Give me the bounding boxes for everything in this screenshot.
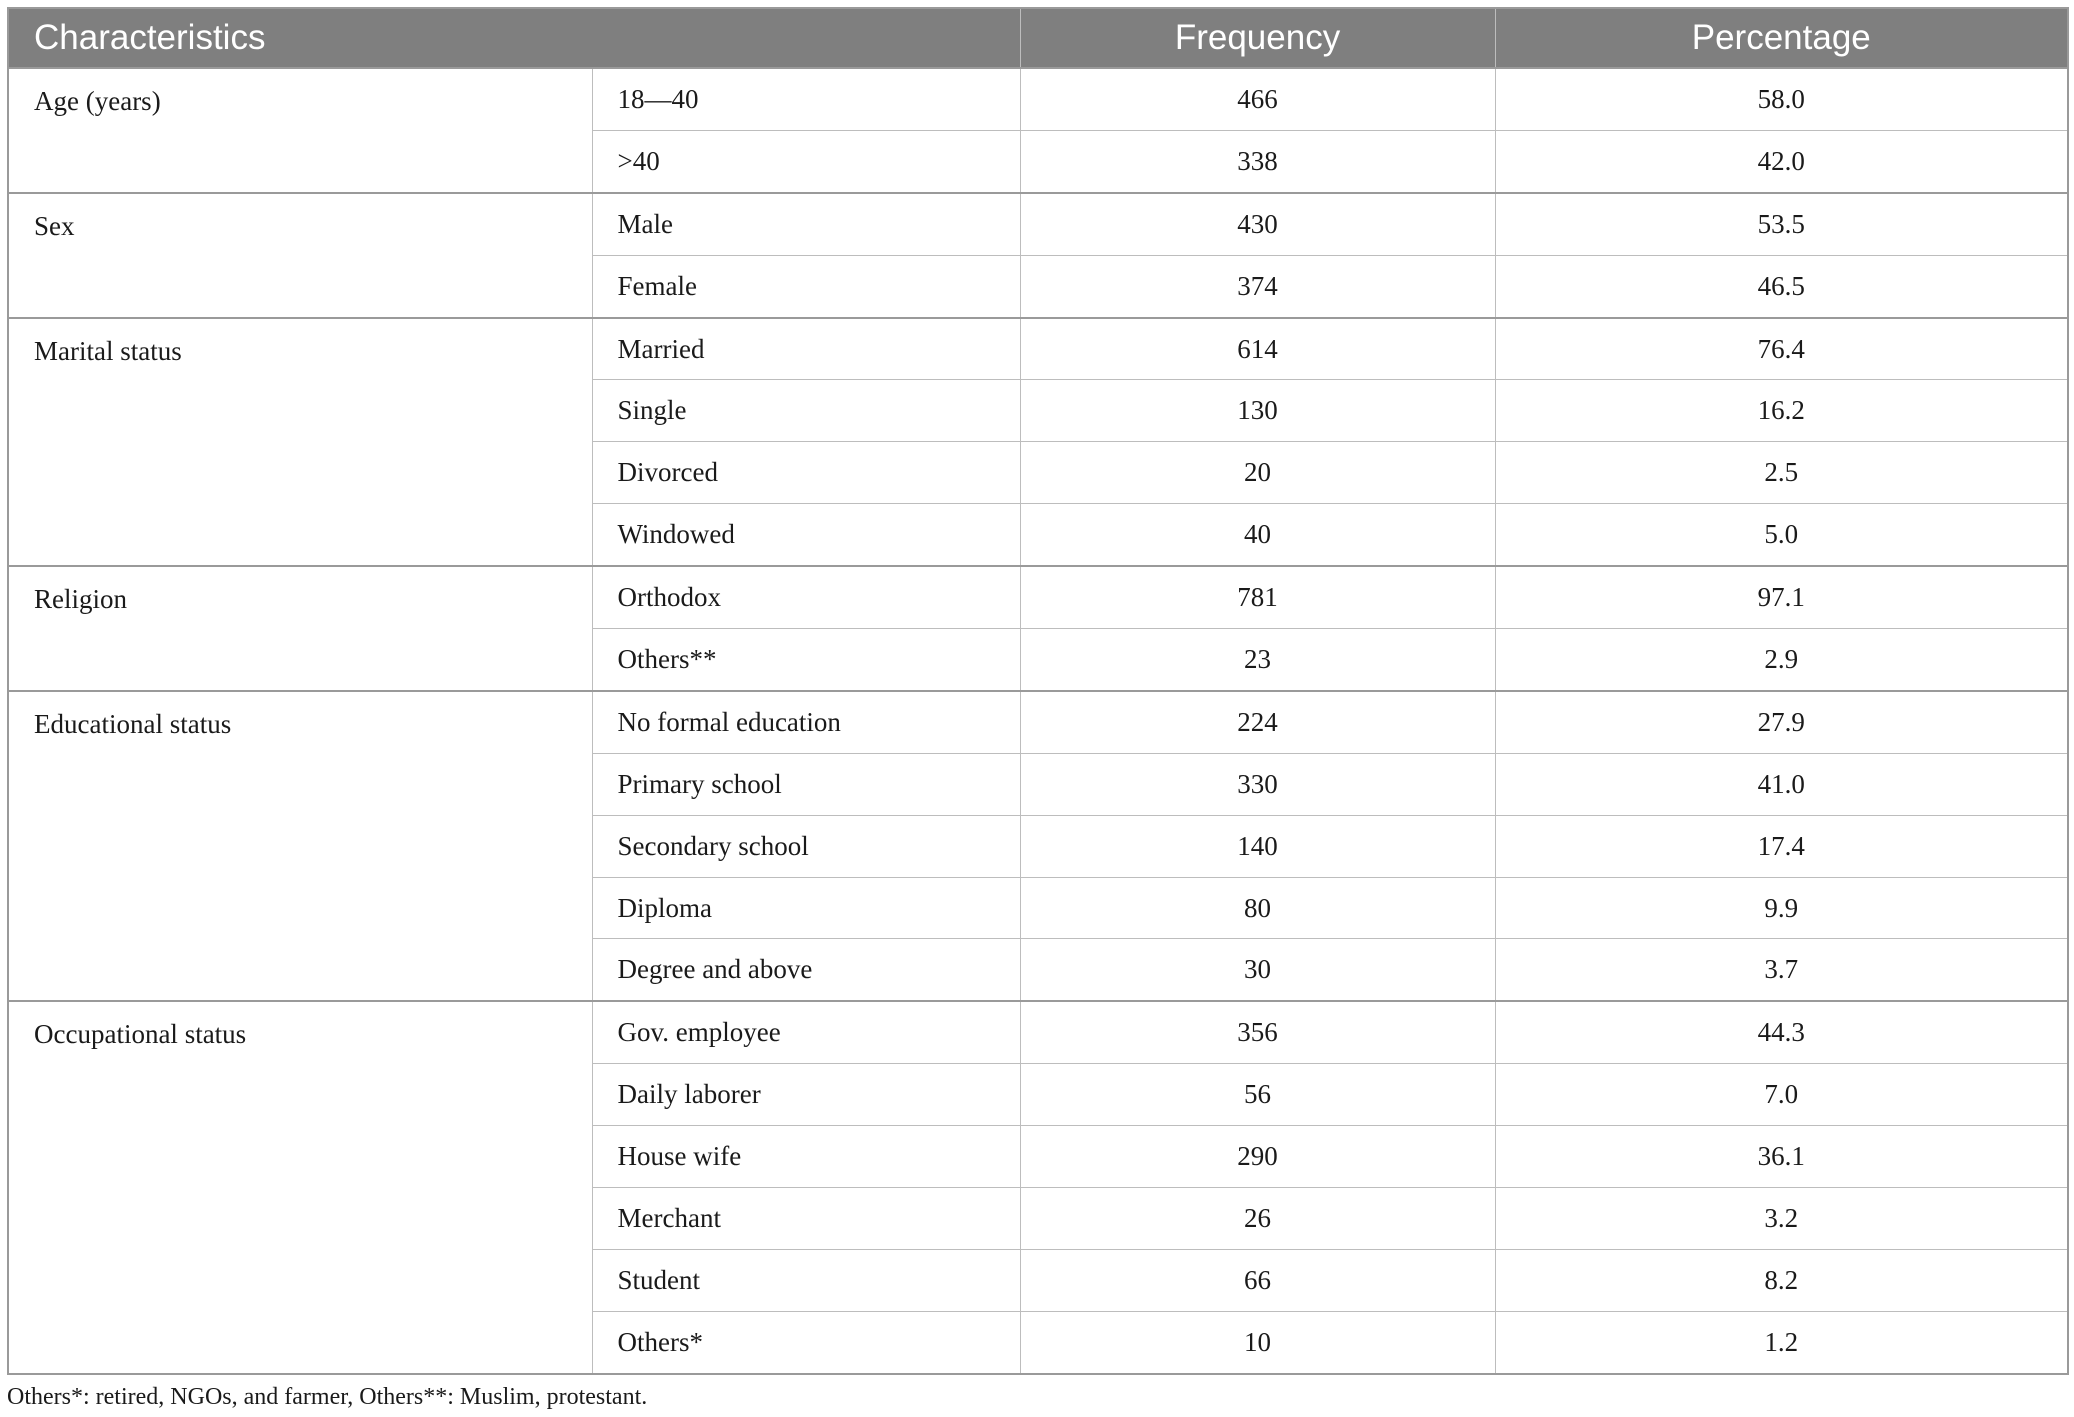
frequency-cell: 374 [1020,255,1495,317]
subcategory-cell: Student [592,1249,1020,1311]
subcategory-cell: Divorced [592,442,1020,504]
category-label: Marital status [8,318,592,567]
frequency-cell: 66 [1020,1249,1495,1311]
frequency-cell: 130 [1020,380,1495,442]
frequency-cell: 430 [1020,193,1495,255]
subcategory-cell: Married [592,318,1020,380]
subcategory-cell: Primary school [592,753,1020,815]
header-percentage: Percentage [1495,8,2068,68]
subcategory-cell: Single [592,380,1020,442]
subcategory-cell: Windowed [592,504,1020,566]
table-row [8,566,2068,628]
subcategory-cell: House wife [592,1126,1020,1188]
frequency-cell: 80 [1020,877,1495,939]
frequency-cell: 140 [1020,815,1495,877]
percentage-cell: 2.5 [1495,442,2068,504]
category-label: Occupational status [8,1001,592,1373]
subcategory-cell: No formal education [592,691,1020,753]
frequency-cell: 224 [1020,691,1495,753]
percentage-cell: 58.0 [1495,68,2068,130]
frequency-cell: 614 [1020,318,1495,380]
subcategory-cell: Merchant [592,1188,1020,1250]
frequency-cell: 10 [1020,1311,1495,1373]
subcategory-cell: Others** [592,629,1020,691]
subcategory-cell: Degree and above [592,939,1020,1001]
frequency-cell: 356 [1020,1001,1495,1063]
percentage-cell: 16.2 [1495,380,2068,442]
percentage-cell: 53.5 [1495,193,2068,255]
category-label: Age (years) [8,68,592,193]
percentage-cell: 44.3 [1495,1001,2068,1063]
subcategory-cell: Orthodox [592,566,1020,628]
percentage-cell: 2.9 [1495,629,2068,691]
percentage-cell: 42.0 [1495,130,2068,192]
percentage-cell: 76.4 [1495,318,2068,380]
header-frequency: Frequency [1020,8,1495,68]
table-row [8,1001,2068,1063]
frequency-cell: 20 [1020,442,1495,504]
percentage-cell: 1.2 [1495,1311,2068,1373]
frequency-cell: 290 [1020,1126,1495,1188]
percentage-cell: 9.9 [1495,877,2068,939]
table-footnote: Others*: retired, NGOs, and farmer, Others**: Muslim, protestant. [7,1384,648,1410]
percentage-cell: 97.1 [1495,566,2068,628]
subcategory-cell: Gov. employee [592,1001,1020,1063]
table-row [8,318,2068,380]
subcategory-cell: 18—40 [592,68,1020,130]
table-row [8,68,2068,130]
percentage-cell: 7.0 [1495,1064,2068,1126]
percentage-cell: 36.1 [1495,1126,2068,1188]
table-container [7,7,2067,1375]
percentage-cell: 3.7 [1495,939,2068,1001]
subcategory-cell: Diploma [592,877,1020,939]
subcategory-cell: Others* [592,1311,1020,1373]
percentage-cell: 46.5 [1495,255,2068,317]
subcategory-cell: Secondary school [592,815,1020,877]
table-row [8,691,2068,753]
subcategory-cell: Daily laborer [592,1064,1020,1126]
subcategory-cell: Male [592,193,1020,255]
subcategory-cell: >40 [592,130,1020,192]
frequency-cell: 466 [1020,68,1495,130]
header-row [8,8,2068,68]
percentage-cell: 5.0 [1495,504,2068,566]
header-characteristics: Characteristics [8,8,1020,68]
category-label: Sex [8,193,592,318]
table-row [8,193,2068,255]
category-label: Educational status [8,691,592,1001]
table-body [8,68,2068,1374]
percentage-cell: 41.0 [1495,753,2068,815]
frequency-cell: 23 [1020,629,1495,691]
frequency-cell: 781 [1020,566,1495,628]
frequency-cell: 30 [1020,939,1495,1001]
percentage-cell: 17.4 [1495,815,2068,877]
subcategory-cell: Female [592,255,1020,317]
frequency-cell: 330 [1020,753,1495,815]
frequency-cell: 56 [1020,1064,1495,1126]
percentage-cell: 27.9 [1495,691,2068,753]
percentage-cell: 8.2 [1495,1249,2068,1311]
percentage-cell: 3.2 [1495,1188,2068,1250]
characteristics-table [7,7,2069,1375]
category-label: Religion [8,566,592,691]
frequency-cell: 26 [1020,1188,1495,1250]
frequency-cell: 338 [1020,130,1495,192]
frequency-cell: 40 [1020,504,1495,566]
